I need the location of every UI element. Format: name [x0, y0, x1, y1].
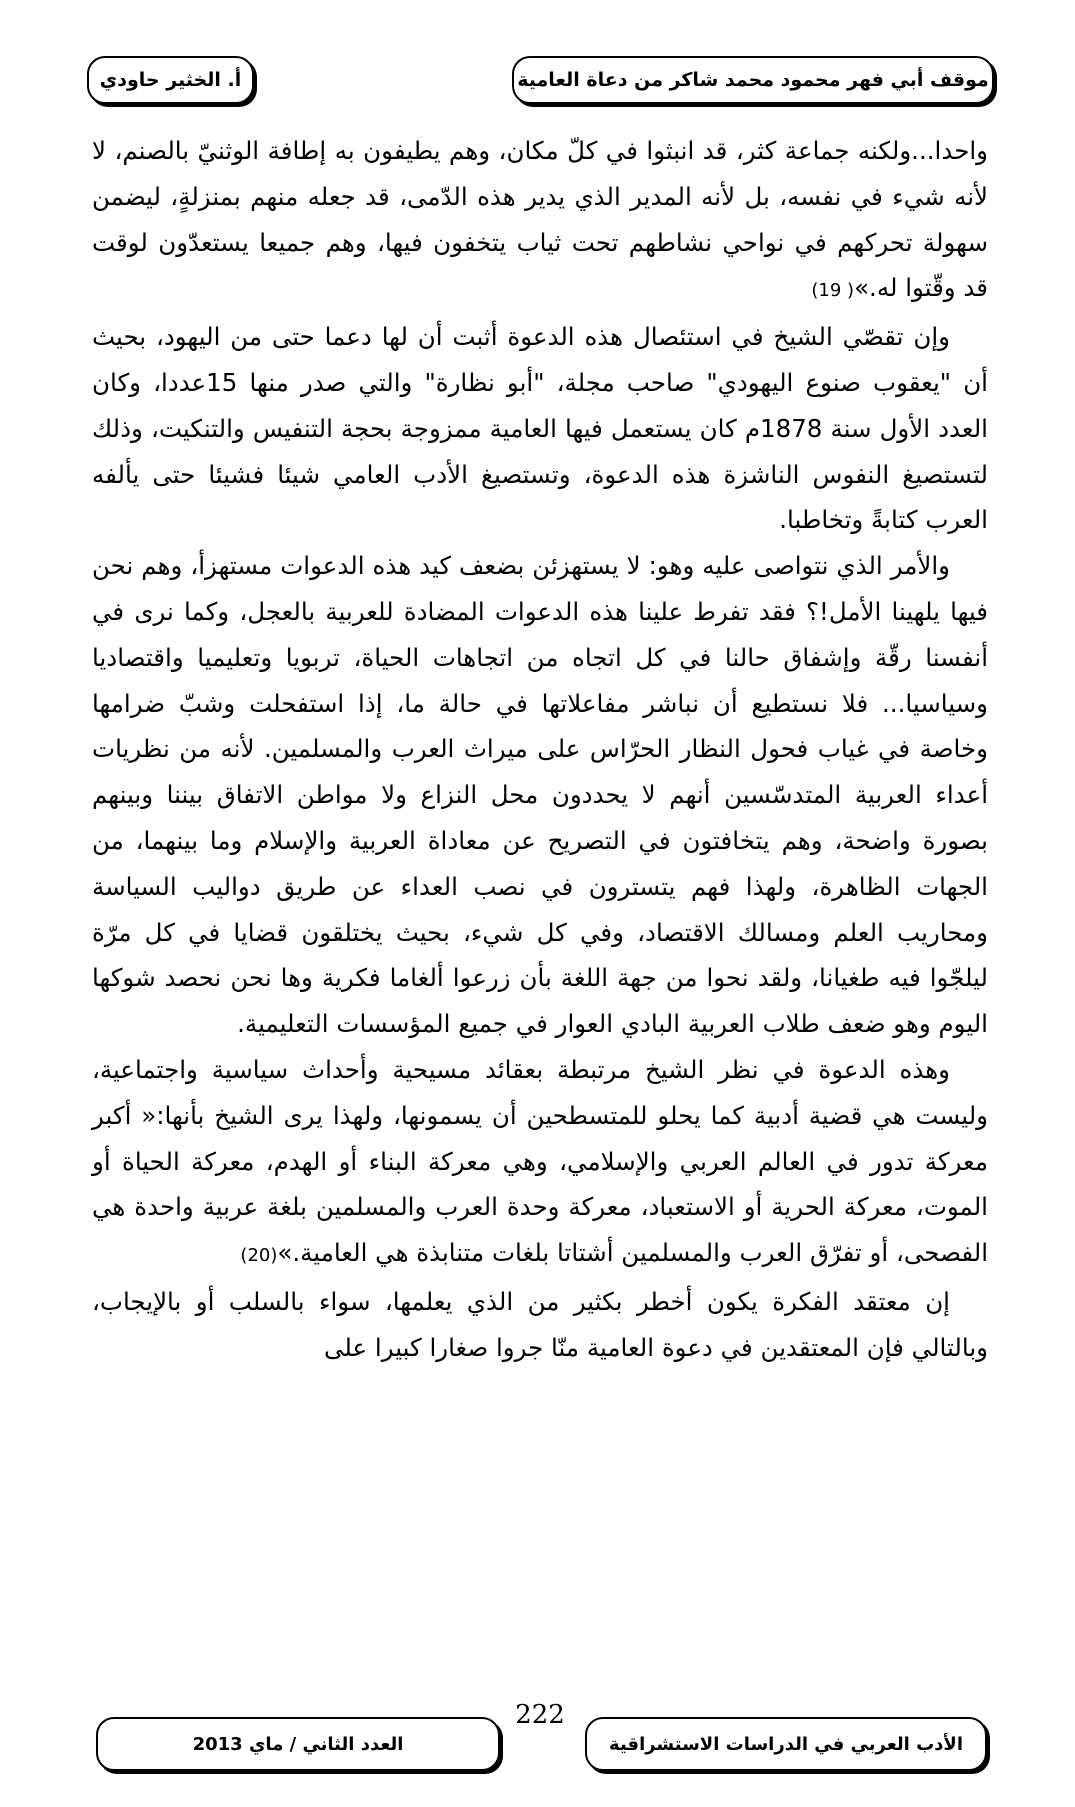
paragraph-text: إن معتقد الفكرة يكون أخطر بكثير من الذي يعلمها، سواء بالسلب أو بالإيجاب، وبالتالي فإن المعتقدين في دعوة العامية منّا جروا صغارا كبيرا على — [92, 1286, 988, 1362]
footnote-ref: ( 19) — [811, 280, 855, 302]
paragraph-text: وهذه الدعوة في نظر الشيخ مرتبطة بعقائد مسيحية وأحداث سياسية واجتماعية، وليست هي قضية أدبية كما يحلو للمتسطحين أن يسمونها، ولهذا يرى الشيخ بأنها:« أكبر معركة تدور في العالم العربي والإسلامي، وهي معركة البناء أو الهدم، معركة الحياة أو الموت، معركة الحرية أو الاستعباد، معركة وحدة العرب والمسلمين بلغة عربية واحدة هي الفصحى، أو تفرّق العرب والمسلمين أشتاتا بلغات متنابذة هي العامية.» — [92, 1054, 988, 1268]
header-title-text: موقف أبي فهر محمود محمد شاكر من دعاة العامية — [517, 69, 989, 91]
paragraph-text: وإن تقصّي الشيخ في استئصال هذه الدعوة أثبت أن لها دعما حتى من اليهود، بحيث أن "يعقوب صنوع اليهودي" صاحب مجلة، "أبو نظارة" والتي صدر منها 15عددا، وكان العدد الأول سنة 1878م كان يستعمل فيها العامية ممزوجة بحجة التنفيس والتنكيت، وذلك لتستصيغ النفوس الناشزة هذه الدعوة، وتستصيغ الأدب العامي شيئا فشيئا حتى يألفه العرب كتابةً وتخاطبا. — [92, 322, 988, 535]
footnote-ref: (20) — [240, 1245, 278, 1267]
footer-journal-box — [585, 1717, 987, 1771]
body-text — [92, 128, 988, 1371]
footer-issue-text: العدد الثاني / ماي 2013 — [192, 1733, 404, 1755]
paragraph-3 — [92, 543, 988, 1047]
footer-journal-name: الأدب العربي في الدراسات الاستشراقية — [609, 1733, 963, 1755]
header-author-text: أ. الخثير حاودي — [99, 69, 242, 91]
footer-issue-box — [96, 1717, 500, 1771]
paragraph-2 — [92, 314, 988, 543]
page-number: 222 — [515, 1700, 565, 1730]
paragraph-text: واحدا...ولكنه جماعة كثر، قد انبثوا في كلّ مكان، وهم يطيفون به إطافة الوثنيّ بالصنم، لا لأنه شيء في نفسه، بل لأنه المدير الذي يدير هذه الدّمى، قد جعله منهم بمنزلةٍ، ليضمن سهولة تحركهم في نواحي نشاطهم تحت ثياب يتخفون فيها، وهم جميعا يستعدّون لوقت قد وقّتوا له.» — [92, 136, 988, 303]
paragraph-text: والأمر الذي نتواصى عليه وهو: لا يستهزئن بضعف كيد هذه الدعوات مستهزأ، وهم نحن فيها يلهينا الأمل!؟ فقد تفرط علينا هذه الدعوات المضادة للعربية بالعجل، وكما نرى في أنفسنا رقّة وإشفاق حالنا في كل اتجاه من اتجاهات الحياة، تربويا وتعليميا واقتصاديا وسياسيا... فلا نستطيع أن نباشر مفاعلاتها في حالة ما، إذا استفحلت وشبّ ضرامها وخاصة في غياب فحول النظار الحرّاس على ميراث العرب والمسلمين. لأنه من نظريات أعداء العربية المتدسّسين أنهم لا يحددون محل النزاع ولا مواطن الاتفاق بيننا وبينهم بصورة واضحة، وهم يتخافتون في التصريح عن معاداة العربية والإسلام وما بينهما، من الجهات الظاهرة، ولهذا فهم يتسترون في نصب العداء عن طريق دواليب السياسة ومحاريب العلم ومسالك الاقتصاد، وفي كل شيء، بحيث يختلقون قضايا في كل مرّة ليلجّوا فيه طغيانا، ولقد نحوا من جهة اللغة بأن زرعوا ألغاما فكرية وها نحن نحصد شوكها اليوم وهو ضعف طلاب العربية البادي العوار في جميع المؤسسات التعليمية. — [92, 551, 988, 1039]
paragraph-5 — [92, 1279, 988, 1371]
paragraph-1 — [92, 128, 988, 314]
header-author-box — [87, 56, 254, 104]
header-article-title — [512, 56, 994, 104]
paragraph-4 — [92, 1047, 988, 1279]
